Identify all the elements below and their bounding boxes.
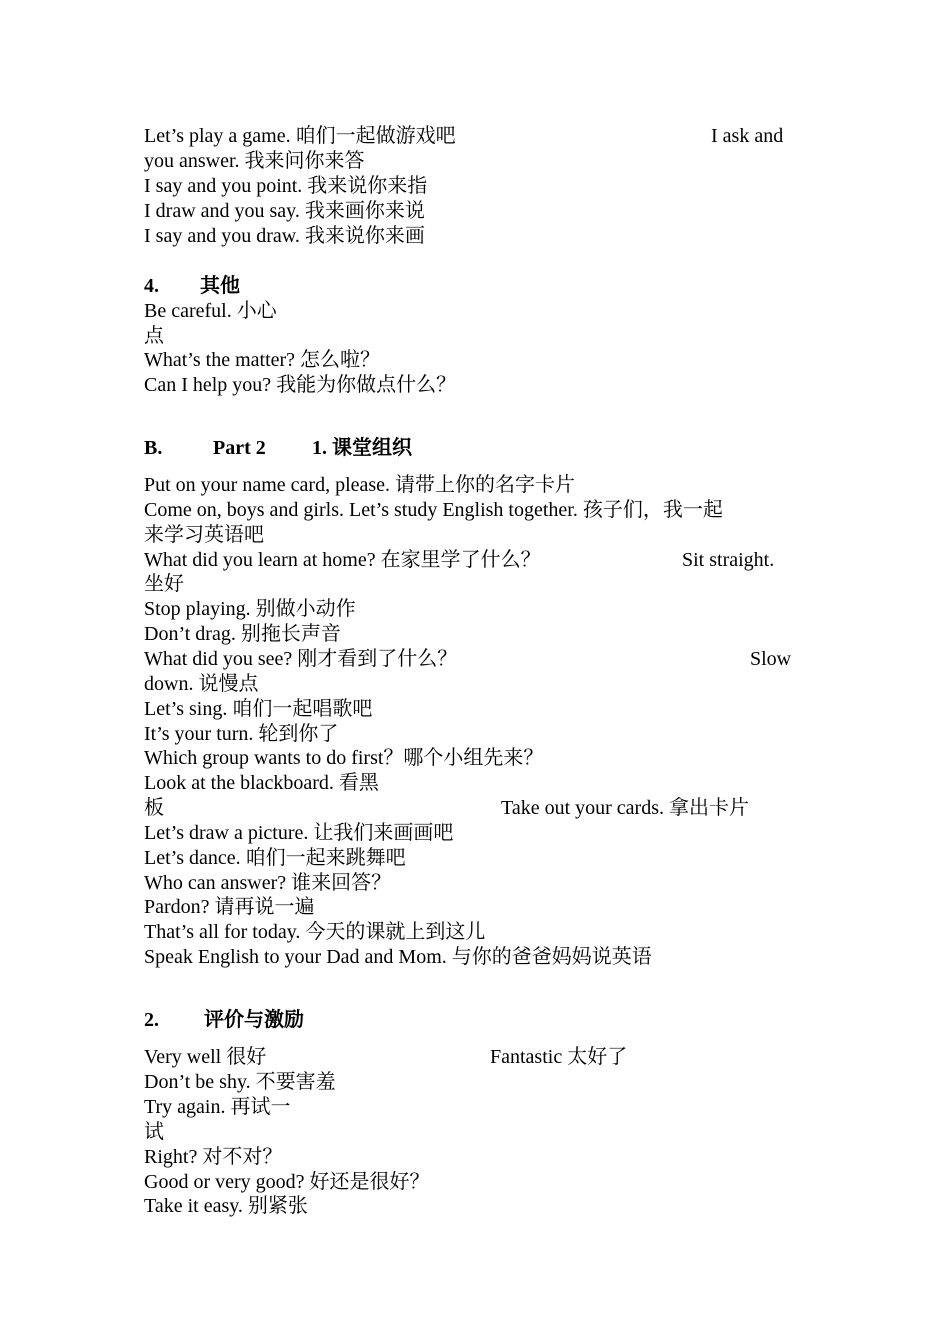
line-can-i-help: Can I help you? 我能为你做点什么？	[144, 374, 457, 396]
line-speak-english: Speak English to your Dad and Mom. 与你的爸爸妈妈说英语	[144, 946, 652, 968]
part-b-letter: B.	[144, 437, 163, 459]
line-fantastic: Fantastic 太好了	[490, 1046, 628, 1068]
section-2-title: 评价与激励	[204, 1009, 304, 1031]
line-dont-be-shy: Don’t be shy. 不要害羞	[144, 1071, 336, 1093]
line-who-answer: Who can answer? 谁来回答？	[144, 872, 392, 894]
line-draw-say: I draw and you say. 我来画你来说	[144, 200, 425, 222]
section-4-number: 4.	[144, 275, 159, 297]
line-take-it-easy: Take it easy. 别紧张	[144, 1195, 308, 1217]
line-come-on: Come on, boys and girls. Let’s study English together. 孩子们，我一起	[144, 499, 723, 521]
line-good-or-very-good: Good or very good? 好还是很好？	[144, 1171, 430, 1193]
line-be-careful-cont: 点	[144, 325, 164, 347]
part-b-subtitle: 1. 课堂组织	[312, 437, 412, 459]
line-learn-home: What did you learn at home? 在家里学了什么？	[144, 549, 541, 571]
line-try-again-cont: 试	[144, 1121, 164, 1143]
line-which-group: Which group wants to do first？哪个小组先来？	[144, 747, 544, 769]
line-stop-playing: Stop playing. 别做小动作	[144, 598, 356, 620]
line-blackboard-cont: 板	[144, 797, 164, 819]
line-whats-matter: What’s the matter? 怎么啦？	[144, 349, 381, 371]
line-sit-straight-cn: 坐好	[144, 573, 184, 595]
line-very-well: Very well 很好	[144, 1046, 267, 1068]
line-draw-picture: Let’s draw a picture. 让我们来画画吧	[144, 822, 454, 844]
line-say-point: I say and you point. 我来说你来指	[144, 175, 428, 197]
line-play-game: Let’s play a game. 咱们一起做游戏吧	[144, 125, 456, 147]
line-be-careful: Be careful. 小心	[144, 300, 277, 322]
line-i-ask-and: I ask and	[711, 125, 784, 147]
line-take-out-cards: Take out your cards. 拿出卡片	[501, 797, 749, 819]
line-lets-sing: Let’s sing. 咱们一起唱歌吧	[144, 698, 373, 720]
line-come-on-cont: 来学习英语吧	[144, 524, 264, 546]
line-slow-down: down. 说慢点	[144, 673, 259, 695]
line-name-card: Put on your name card, please. 请带上你的名字卡片	[144, 474, 576, 496]
line-all-for-today: That’s all for today. 今天的课就上到这儿	[144, 921, 486, 943]
line-pardon: Pardon? 请再说一遍	[144, 896, 315, 918]
line-your-turn: It’s your turn. 轮到你了	[144, 723, 339, 745]
section-2-number: 2.	[144, 1009, 159, 1031]
line-slow: Slow	[750, 648, 792, 670]
part-b-title: Part 2	[213, 437, 266, 459]
line-try-again: Try again. 再试一	[144, 1096, 291, 1118]
section-4-title: 其他	[200, 275, 240, 297]
line-you-answer: you answer. 我来问你来答	[144, 150, 365, 172]
line-what-see: What did you see? 刚才看到了什么？	[144, 648, 458, 670]
line-blackboard: Look at the blackboard. 看黑	[144, 772, 379, 794]
line-sit-straight: Sit straight.	[682, 549, 775, 571]
line-dont-drag: Don’t drag. 别拖长声音	[144, 623, 341, 645]
line-say-draw: I say and you draw. 我来说你来画	[144, 225, 425, 247]
line-lets-dance: Let’s dance. 咱们一起来跳舞吧	[144, 847, 406, 869]
line-right: Right? 对不对？	[144, 1146, 283, 1168]
